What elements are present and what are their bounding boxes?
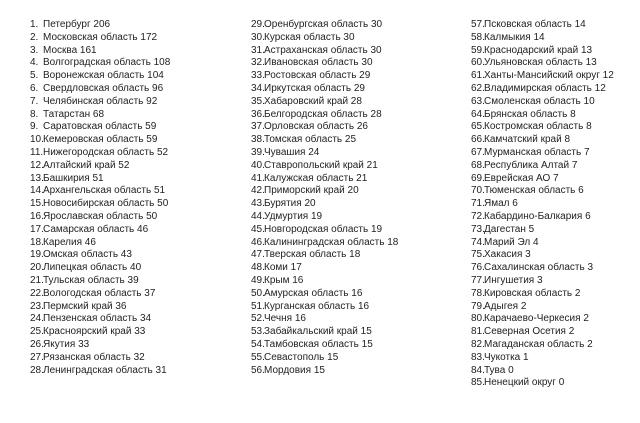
item-text: Новгородская область 19 xyxy=(264,223,383,235)
list-item xyxy=(471,160,614,173)
item-text: Калининградская область 18 xyxy=(264,236,399,248)
item-text: Красноярский край 33 xyxy=(43,326,146,338)
list-item xyxy=(30,237,170,250)
item-number: 77. xyxy=(471,274,485,286)
item-number: 69. xyxy=(471,172,485,184)
item-text: Ивановская область 30 xyxy=(264,57,373,69)
list-item xyxy=(251,198,398,211)
item-number: 14. xyxy=(30,185,44,197)
item-number: 74. xyxy=(471,236,485,248)
list-item xyxy=(471,70,614,83)
item-number: 34. xyxy=(251,82,265,94)
item-number: 25. xyxy=(30,326,44,338)
item-number: 2. xyxy=(30,31,39,43)
item-text: Оренбургская область 30 xyxy=(264,19,383,30)
item-number: 65. xyxy=(471,121,485,133)
item-text: Еврейская АО 7 xyxy=(484,172,559,184)
item-text: Забайкальский край 15 xyxy=(264,326,372,338)
item-text: Липецкая область 40 xyxy=(43,262,142,274)
item-text: Архангельская область 51 xyxy=(43,185,166,197)
item-number: 72. xyxy=(471,210,485,222)
item-number: 85. xyxy=(471,377,485,389)
item-number: 51. xyxy=(251,300,265,312)
list-item xyxy=(251,326,398,339)
item-text: Дагестан 5 xyxy=(484,223,535,235)
list-item xyxy=(30,96,170,109)
list-item xyxy=(251,301,398,314)
list-item xyxy=(471,237,614,250)
item-text: Алтайский край 52 xyxy=(43,159,130,171)
item-number: 49. xyxy=(251,274,265,286)
item-number: 48. xyxy=(251,262,265,274)
item-text: Ленинградская область 31 xyxy=(43,364,167,376)
item-number: 19. xyxy=(30,249,44,261)
item-text: Тамбовская область 15 xyxy=(264,338,373,350)
item-text: Ямал 6 xyxy=(484,198,518,210)
list-item xyxy=(251,83,398,96)
list-item xyxy=(30,83,170,96)
list-item xyxy=(471,96,614,109)
item-number: 78. xyxy=(471,287,485,299)
item-text: Амурская область 16 xyxy=(264,287,363,299)
item-number: 26. xyxy=(30,338,44,350)
item-number: 64. xyxy=(471,108,485,120)
item-text: Чукотка 1 xyxy=(484,351,529,363)
item-text: Тульская область 39 xyxy=(43,274,139,286)
item-number: 80. xyxy=(471,313,485,325)
list-item xyxy=(30,185,170,198)
item-number: 58. xyxy=(471,31,485,43)
item-number: 66. xyxy=(471,134,485,146)
list-item xyxy=(471,121,614,134)
list-item xyxy=(471,377,614,390)
item-number: 21. xyxy=(30,274,44,286)
item-number: 1. xyxy=(30,19,39,30)
item-text: Севастополь 15 xyxy=(264,351,339,363)
list-item xyxy=(471,19,614,32)
item-text: Ростовская область 29 xyxy=(264,70,371,82)
item-number: 15. xyxy=(30,198,44,210)
item-text: Мордовия 15 xyxy=(264,364,325,376)
item-number: 35. xyxy=(251,95,265,107)
item-number: 18. xyxy=(30,236,44,248)
item-text: Республика Алтай 7 xyxy=(484,159,578,171)
item-text: Марий Эл 4 xyxy=(484,236,539,248)
list-item xyxy=(30,288,170,301)
list-item xyxy=(251,45,398,58)
item-number: 4. xyxy=(30,57,39,69)
item-text: Брянская область 8 xyxy=(484,108,576,120)
item-text: Чечня 16 xyxy=(264,313,306,325)
list-item xyxy=(251,32,398,45)
item-text: Ставропольский край 21 xyxy=(264,159,378,171)
list-item xyxy=(471,352,614,365)
list-item xyxy=(251,211,398,224)
list-item xyxy=(251,109,398,122)
list-item xyxy=(471,57,614,70)
list-item xyxy=(30,224,170,237)
item-number: 63. xyxy=(471,95,485,107)
list-item xyxy=(30,211,170,224)
item-text: Ханты-Мансийский округ 12 xyxy=(484,70,614,82)
item-text: Башкирия 51 xyxy=(43,172,104,184)
list-item xyxy=(30,313,170,326)
item-text: Смоленская область 10 xyxy=(484,95,595,107)
column-3 xyxy=(471,19,614,390)
list-item xyxy=(30,198,170,211)
list-item xyxy=(251,121,398,134)
list-item xyxy=(251,134,398,147)
item-number: 9. xyxy=(30,121,39,133)
list-item xyxy=(251,262,398,275)
item-number: 38. xyxy=(251,134,265,146)
item-text: Москва 161 xyxy=(43,44,97,56)
item-number: 36. xyxy=(251,108,265,120)
item-number: 16. xyxy=(30,210,44,222)
list-item xyxy=(471,198,614,211)
item-text: Кабардино-Балкария 6 xyxy=(484,210,591,222)
list-item xyxy=(471,211,614,224)
item-number: 62. xyxy=(471,82,485,94)
item-text: Адыгея 2 xyxy=(484,300,527,312)
item-number: 52. xyxy=(251,313,265,325)
item-text: Крым 16 xyxy=(264,274,304,286)
item-number: 61. xyxy=(471,70,485,82)
item-number: 59. xyxy=(471,44,485,56)
item-text: Курская область 30 xyxy=(264,31,355,43)
item-number: 20. xyxy=(30,262,44,274)
list-item xyxy=(471,224,614,237)
item-text: Самарская область 46 xyxy=(43,223,149,235)
list-item xyxy=(251,365,398,378)
list-item xyxy=(471,313,614,326)
list-item xyxy=(471,288,614,301)
item-number: 24. xyxy=(30,313,44,325)
item-number: 11. xyxy=(30,146,44,158)
list-item xyxy=(471,147,614,160)
item-text: Хакасия 3 xyxy=(484,249,531,261)
item-number: 32. xyxy=(251,57,265,69)
item-text: Ненецкий округ 0 xyxy=(484,377,565,389)
item-number: 40. xyxy=(251,159,265,171)
item-text: Пермский край 36 xyxy=(43,300,127,312)
list-item xyxy=(30,32,170,45)
item-text: Коми 17 xyxy=(264,262,302,274)
list-item xyxy=(471,109,614,122)
item-text: Курганская область 16 xyxy=(264,300,370,312)
list-item xyxy=(251,224,398,237)
list-item xyxy=(251,19,398,32)
list-item xyxy=(471,185,614,198)
list-item xyxy=(30,249,170,262)
item-text: Мурманская область 7 xyxy=(484,146,590,158)
list-item xyxy=(471,275,614,288)
item-number: 44. xyxy=(251,210,265,222)
item-text: Челябинская область 92 xyxy=(43,95,158,107)
item-number: 67. xyxy=(471,146,485,158)
list-item xyxy=(251,70,398,83)
item-number: 22. xyxy=(30,287,44,299)
item-text: Новосибирская область 50 xyxy=(43,198,169,210)
item-number: 13. xyxy=(30,172,44,184)
list-item xyxy=(30,301,170,314)
item-number: 3. xyxy=(30,44,39,56)
list-item xyxy=(251,96,398,109)
item-text: Чувашия 24 xyxy=(264,146,320,158)
list-item xyxy=(251,339,398,352)
list-item xyxy=(30,326,170,339)
item-text: Псковская область 14 xyxy=(484,19,586,30)
list-item xyxy=(471,45,614,58)
list-item xyxy=(30,134,170,147)
list-item xyxy=(251,275,398,288)
item-number: 10. xyxy=(30,134,44,146)
item-number: 27. xyxy=(30,351,44,363)
item-number: 37. xyxy=(251,121,265,133)
item-number: 41. xyxy=(251,172,265,184)
item-number: 83. xyxy=(471,351,485,363)
list-item xyxy=(30,19,170,32)
list-item xyxy=(471,301,614,314)
list-item xyxy=(30,147,170,160)
list-item xyxy=(471,173,614,186)
item-text: Ингушетия 3 xyxy=(484,274,543,286)
item-text: Астраханская область 30 xyxy=(264,44,382,56)
list-item xyxy=(251,57,398,70)
list-item xyxy=(30,339,170,352)
list-item xyxy=(30,57,170,70)
item-number: 5. xyxy=(30,70,39,82)
list-item xyxy=(30,109,170,122)
item-number: 45. xyxy=(251,223,265,235)
item-number: 28. xyxy=(30,364,44,376)
item-text: Карелия 46 xyxy=(43,236,96,248)
item-text: Белгородская область 28 xyxy=(264,108,382,120)
item-text: Костромская область 8 xyxy=(484,121,592,133)
item-number: 47. xyxy=(251,249,265,261)
item-number: 39. xyxy=(251,146,265,158)
item-number: 73. xyxy=(471,223,485,235)
item-number: 29. xyxy=(251,19,265,30)
item-text: Приморский край 20 xyxy=(264,185,359,197)
item-text: Тверская область 18 xyxy=(264,249,361,261)
item-number: 31. xyxy=(251,44,265,56)
list-item xyxy=(471,365,614,378)
column-2 xyxy=(251,19,398,377)
list-item xyxy=(471,32,614,45)
item-number: 46. xyxy=(251,236,265,248)
item-number: 68. xyxy=(471,159,485,171)
item-text: Петербург 206 xyxy=(43,19,111,30)
item-number: 76. xyxy=(471,262,485,274)
item-number: 6. xyxy=(30,82,39,94)
list-item xyxy=(251,288,398,301)
list-item xyxy=(471,134,614,147)
item-number: 50. xyxy=(251,287,265,299)
item-text: Кемеровская область 59 xyxy=(43,134,158,146)
list-item xyxy=(30,365,170,378)
item-text: Томская область 25 xyxy=(264,134,357,146)
list-item xyxy=(251,147,398,160)
item-number: 84. xyxy=(471,364,485,376)
item-text: Хабаровский край 28 xyxy=(264,95,362,107)
item-text: Карачаево-Черкесия 2 xyxy=(484,313,589,325)
item-number: 8. xyxy=(30,108,39,120)
item-text: Краснодарский край 13 xyxy=(484,44,593,56)
item-number: 12. xyxy=(30,159,44,171)
column-1 xyxy=(30,19,170,377)
list-item xyxy=(471,249,614,262)
item-text: Калужская область 21 xyxy=(264,172,368,184)
item-text: Тюменская область 6 xyxy=(484,185,584,197)
item-text: Ульяновская область 13 xyxy=(484,57,597,69)
item-text: Северная Осетия 2 xyxy=(484,326,575,338)
item-text: Волгоградская область 108 xyxy=(43,57,171,69)
item-text: Калмыкия 14 xyxy=(484,31,545,43)
item-number: 60. xyxy=(471,57,485,69)
list-item xyxy=(30,70,170,83)
item-text: Татарстан 68 xyxy=(43,108,105,120)
item-text: Владимирская область 12 xyxy=(484,82,606,94)
item-number: 23. xyxy=(30,300,44,312)
item-number: 81. xyxy=(471,326,485,338)
item-text: Орловская область 26 xyxy=(264,121,368,133)
list-item xyxy=(471,339,614,352)
list-item xyxy=(30,352,170,365)
item-number: 56. xyxy=(251,364,265,376)
item-text: Саратовская область 59 xyxy=(43,121,157,133)
list-item xyxy=(30,173,170,186)
item-number: 70. xyxy=(471,185,485,197)
list-item xyxy=(251,352,398,365)
item-number: 54. xyxy=(251,338,265,350)
item-text: Кировская область 2 xyxy=(484,287,581,299)
item-text: Бурятия 20 xyxy=(264,198,316,210)
item-number: 30. xyxy=(251,31,265,43)
item-text: Рязанская область 32 xyxy=(43,351,145,363)
list-item xyxy=(251,313,398,326)
list-item xyxy=(30,121,170,134)
list-item xyxy=(251,173,398,186)
list-item xyxy=(30,45,170,58)
item-number: 43. xyxy=(251,198,265,210)
list-item xyxy=(251,249,398,262)
item-number: 71. xyxy=(471,198,485,210)
item-number: 79. xyxy=(471,300,485,312)
item-text: Омская область 43 xyxy=(43,249,132,261)
list-item xyxy=(471,326,614,339)
item-text: Камчатский край 8 xyxy=(484,134,571,146)
item-text: Московская область 172 xyxy=(43,31,158,43)
item-text: Магаданская область 2 xyxy=(484,338,593,350)
item-number: 53. xyxy=(251,326,265,338)
item-number: 75. xyxy=(471,249,485,261)
item-number: 17. xyxy=(30,223,44,235)
item-number: 33. xyxy=(251,70,265,82)
list-item xyxy=(471,262,614,275)
item-text: Ярославская область 50 xyxy=(43,210,158,222)
list-item xyxy=(251,185,398,198)
item-number: 55. xyxy=(251,351,265,363)
item-text: Вологодская область 37 xyxy=(43,287,156,299)
item-text: Нижегородская область 52 xyxy=(43,146,169,158)
list-item xyxy=(30,262,170,275)
item-text: Свердловская область 96 xyxy=(43,82,164,94)
item-text: Иркутская область 29 xyxy=(264,82,365,94)
item-number: 82. xyxy=(471,338,485,350)
list-item xyxy=(30,275,170,288)
list-item xyxy=(30,160,170,173)
list-item xyxy=(251,160,398,173)
item-number: 57. xyxy=(471,19,485,30)
item-number: 42. xyxy=(251,185,265,197)
item-text: Якутия 33 xyxy=(43,338,90,350)
item-text: Удмуртия 19 xyxy=(264,210,323,222)
item-text: Сахалинская область 3 xyxy=(484,262,594,274)
item-number: 7. xyxy=(30,95,39,107)
item-text: Воронежская область 104 xyxy=(43,70,164,82)
list-item xyxy=(471,83,614,96)
list-item xyxy=(251,237,398,250)
item-text: Пензенская область 34 xyxy=(43,313,152,325)
item-text: Тува 0 xyxy=(484,364,514,376)
